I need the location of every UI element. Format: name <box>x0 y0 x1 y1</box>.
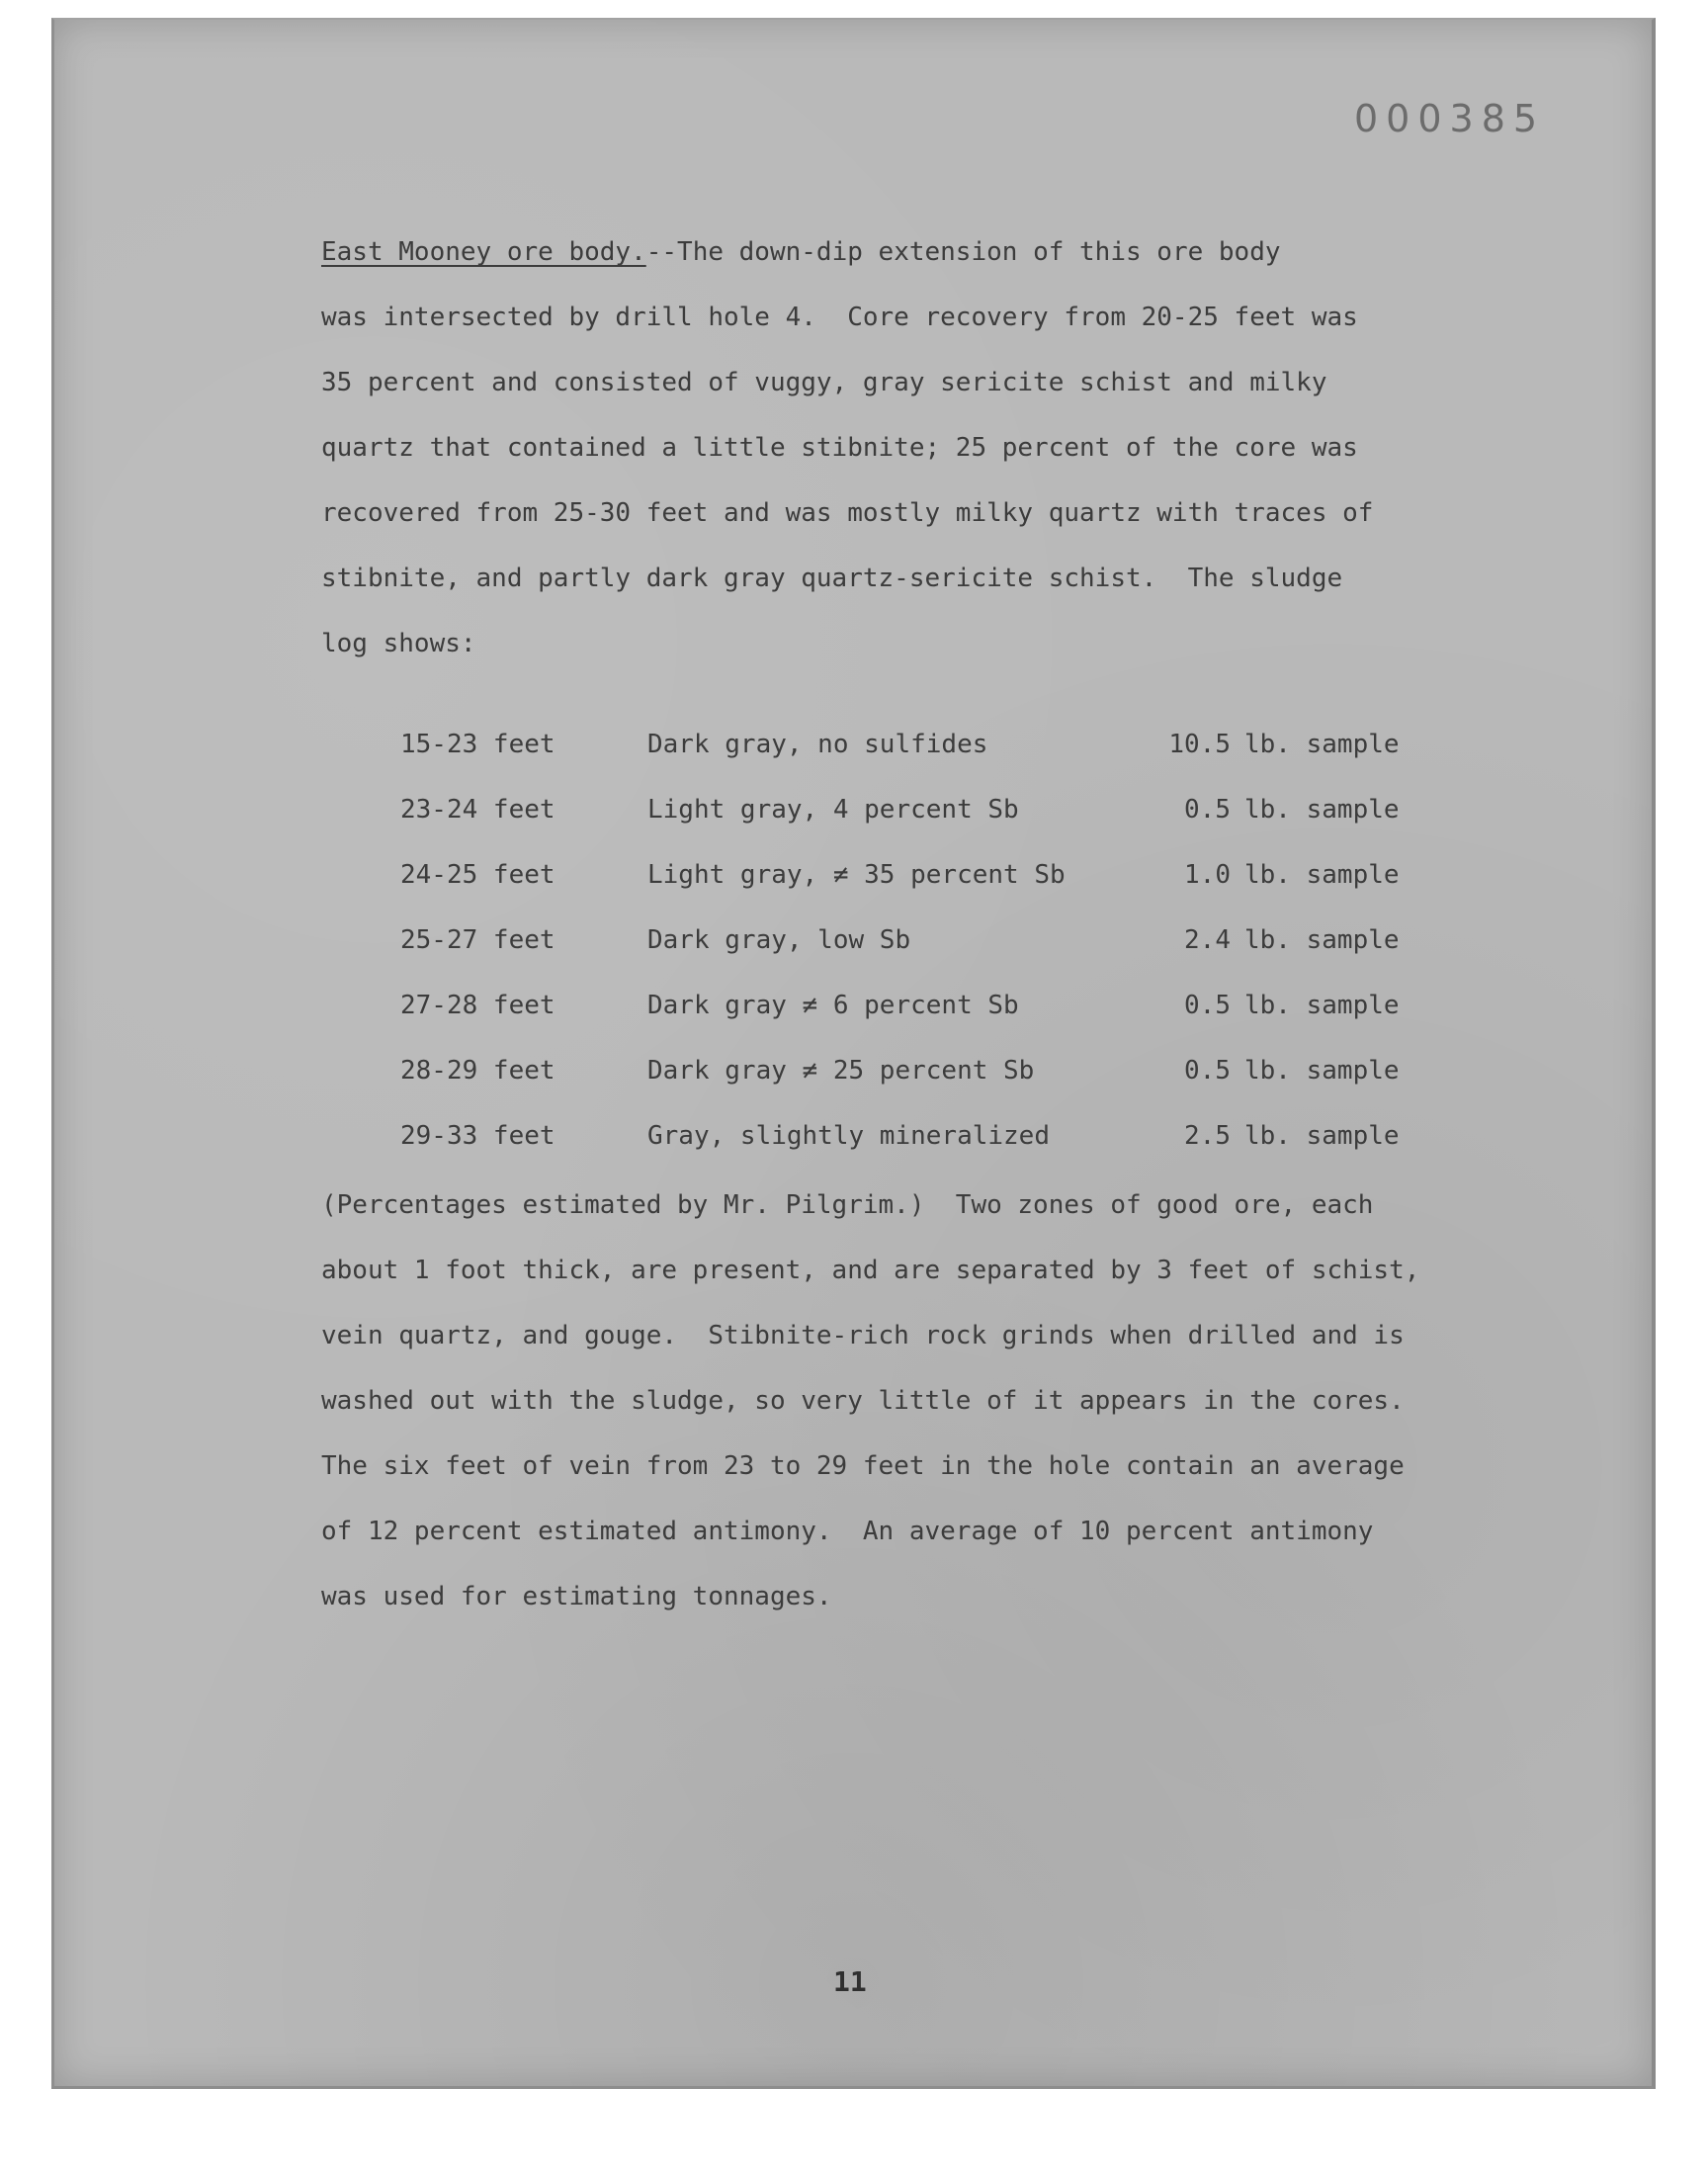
log-unit: lb. sample <box>1244 1121 1400 1151</box>
log-depth: 29-33 feet <box>400 1121 555 1151</box>
table-row <box>400 908 1452 973</box>
log-unit: lb. sample <box>1244 795 1400 825</box>
document-number: 000385 <box>1354 97 1546 140</box>
log-weight: 2.5 <box>1184 1121 1231 1151</box>
log-weight: 10.5 <box>1168 730 1231 759</box>
paragraph-line <box>321 219 1488 285</box>
log-unit: lb. sample <box>1244 991 1400 1020</box>
log-unit: lb. sample <box>1244 1056 1400 1086</box>
sludge-log-table <box>400 712 1452 1169</box>
log-depth: 23-24 feet <box>400 795 555 825</box>
paragraph-summary <box>321 1173 1488 1629</box>
paragraph-line: quartz that contained a little stibnite; 25 percent of the core was <box>321 433 1358 463</box>
table-row <box>400 1038 1452 1103</box>
heading-continuation: --The down-dip extension of this ore body <box>645 237 1281 267</box>
paragraph-line: log shows: <box>321 629 476 658</box>
paragraph-line: was used for estimating tonnages. <box>321 1582 832 1611</box>
log-description: Light gray, 4 percent Sb <box>647 795 1019 825</box>
log-unit: lb. sample <box>1244 730 1400 759</box>
table-row <box>400 1103 1452 1169</box>
log-description: Dark gray, low Sb <box>647 925 911 955</box>
table-row <box>400 842 1452 908</box>
log-depth: 15-23 feet <box>400 730 555 759</box>
log-depth: 24-25 feet <box>400 860 555 890</box>
paragraph-line: vein quartz, and gouge. Stibnite-rich rock grinds when drilled and is <box>321 1321 1405 1350</box>
section-heading: East Mooney ore body. <box>321 237 646 267</box>
log-unit: lb. sample <box>1244 860 1400 890</box>
log-depth: 27-28 feet <box>400 991 555 1020</box>
table-row <box>400 973 1452 1038</box>
table-row <box>400 712 1452 777</box>
log-description: Dark gray ≠ 6 percent Sb <box>647 991 1019 1020</box>
log-unit: lb. sample <box>1244 925 1400 955</box>
paragraph-line: stibnite, and partly dark gray quartz-sericite schist. The sludge <box>321 564 1343 593</box>
paragraph-east-mooney <box>321 219 1488 676</box>
table-row <box>400 777 1452 842</box>
log-description: Dark gray, no sulfides <box>647 730 988 759</box>
paragraph-line: 35 percent and consisted of vuggy, gray sericite schist and milky <box>321 368 1327 397</box>
paragraph-line: of 12 percent estimated antimony. An average of 10 percent antimony <box>321 1517 1374 1546</box>
log-weight: 2.4 <box>1184 925 1231 955</box>
log-weight: 1.0 <box>1184 860 1231 890</box>
log-depth: 28-29 feet <box>400 1056 555 1086</box>
log-depth: 25-27 feet <box>400 925 555 955</box>
paragraph-line: The six feet of vein from 23 to 29 feet in the hole contain an average <box>321 1451 1405 1481</box>
page-number: 11 <box>833 1965 867 1998</box>
log-description: Light gray, ≠ 35 percent Sb <box>647 860 1066 890</box>
paragraph-line: recovered from 25-30 feet and was mostly milky quartz with traces of <box>321 498 1374 528</box>
log-weight: 0.5 <box>1184 1056 1231 1086</box>
log-weight: 0.5 <box>1184 795 1231 825</box>
log-description: Dark gray ≠ 25 percent Sb <box>647 1056 1035 1086</box>
log-weight: 0.5 <box>1184 991 1231 1020</box>
paragraph-line: washed out with the sludge, so very little of it appears in the cores. <box>321 1386 1405 1416</box>
paragraph-line: was intersected by drill hole 4. Core recovery from 20-25 feet was <box>321 303 1358 332</box>
paragraph-line: (Percentages estimated by Mr. Pilgrim.) Two zones of good ore, each <box>321 1190 1374 1220</box>
log-description: Gray, slightly mineralized <box>647 1121 1050 1151</box>
paragraph-line: about 1 foot thick, are present, and are separated by 3 feet of schist, <box>321 1256 1420 1285</box>
